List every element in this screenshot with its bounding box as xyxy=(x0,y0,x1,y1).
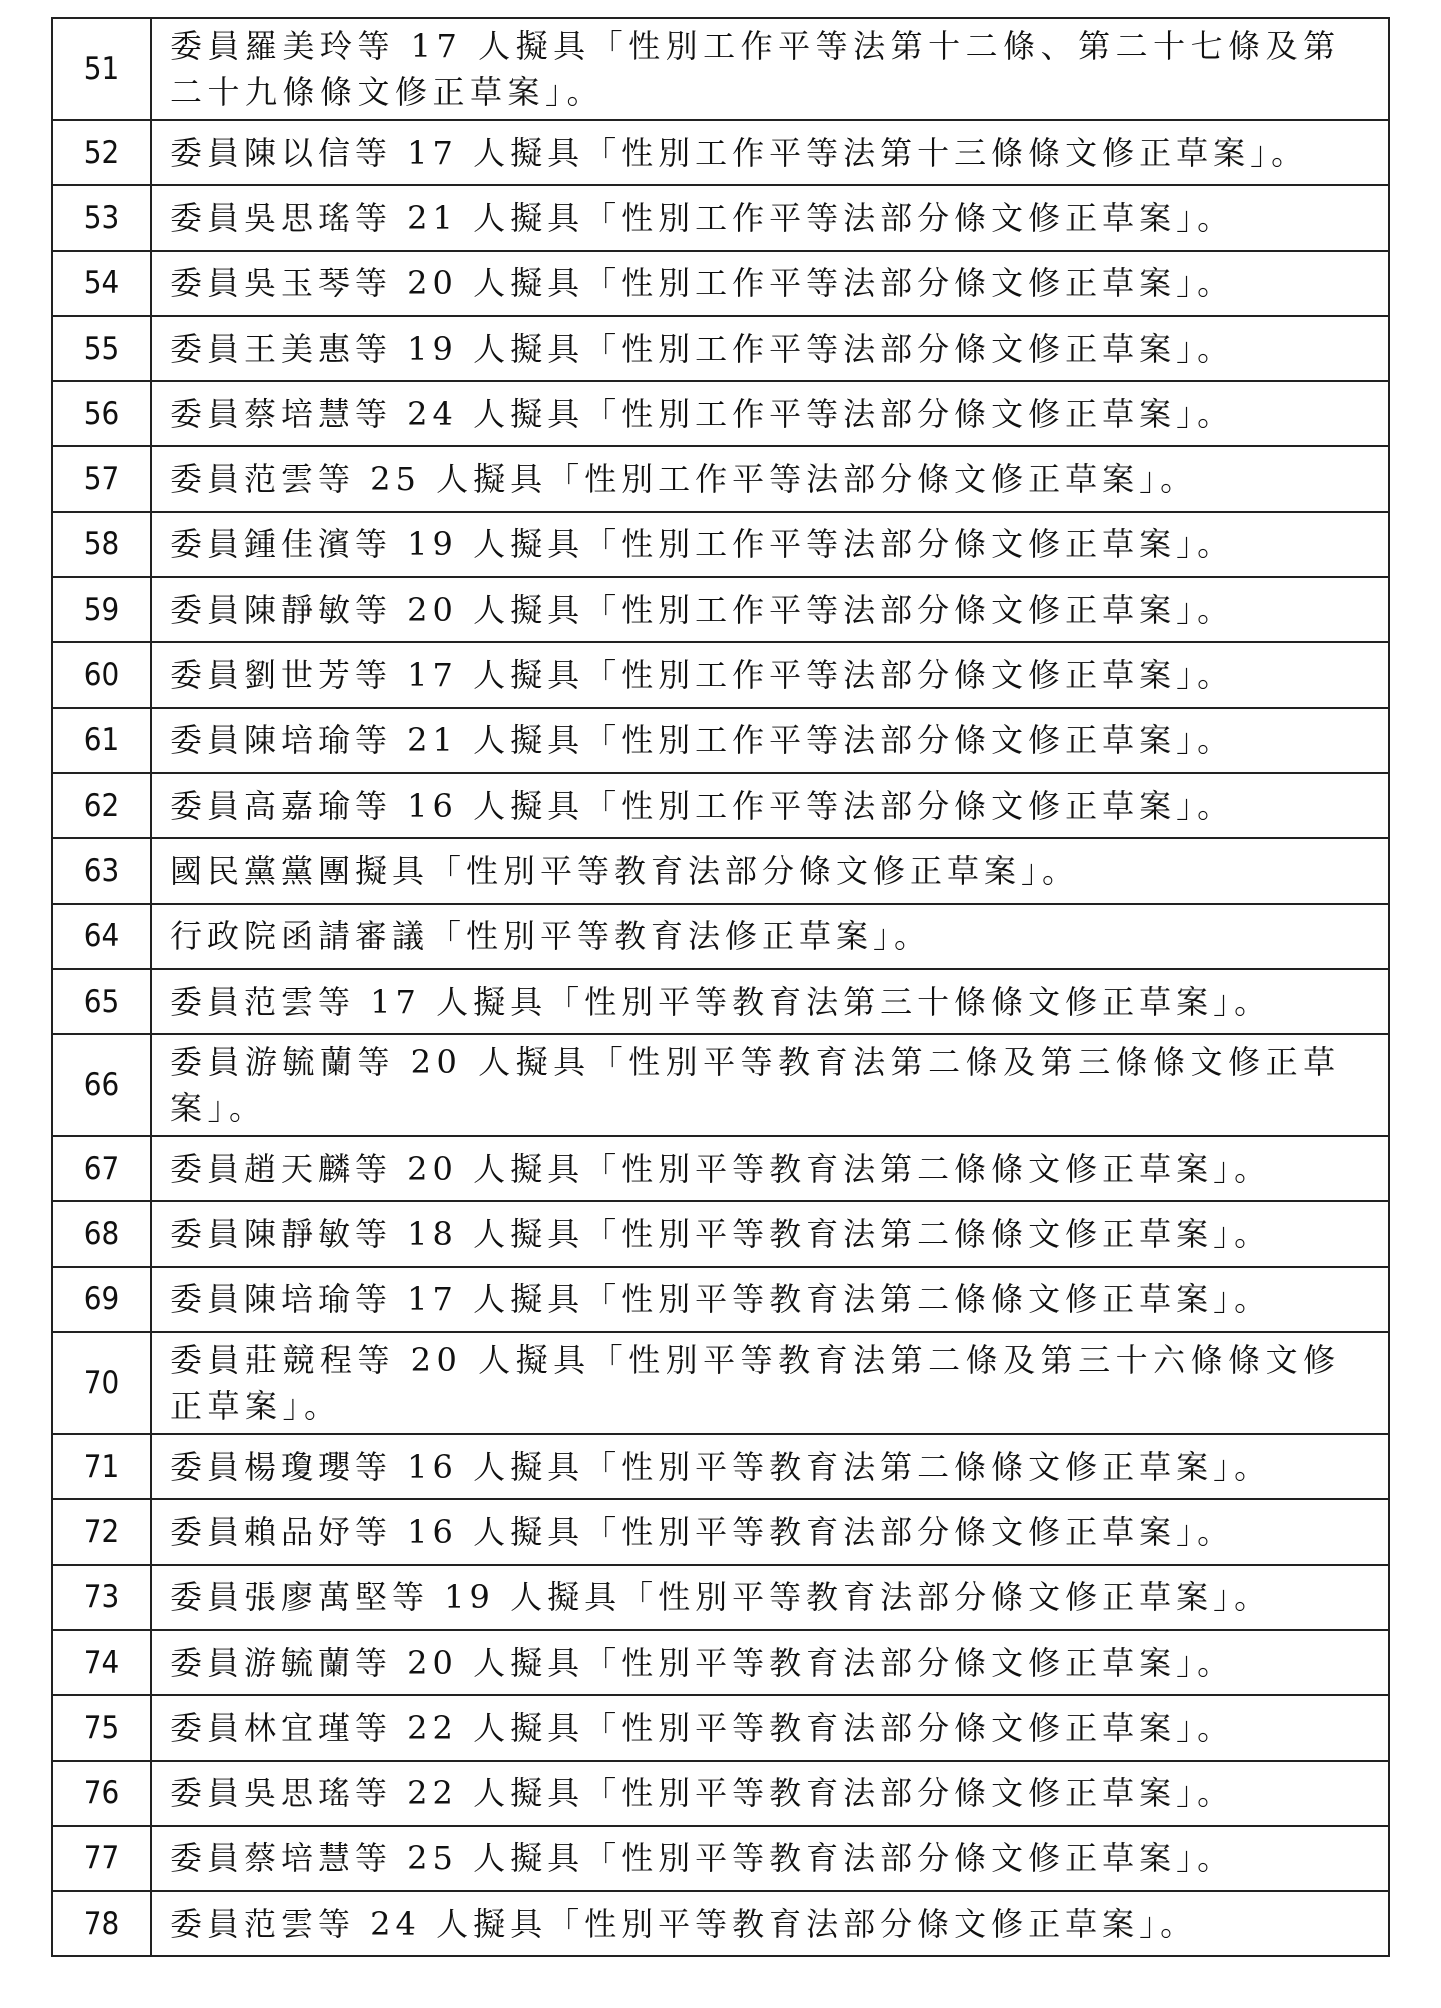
row-number: 59 xyxy=(52,577,151,642)
row-description: 委員趙天麟等 20 人擬具「性別平等教育法第二條條文修正草案」。 xyxy=(151,1136,1389,1201)
row-description: 委員蔡培慧等 25 人擬具「性別平等教育法部分條文修正草案」。 xyxy=(151,1826,1389,1891)
table-row xyxy=(52,773,1389,838)
row-number: 74 xyxy=(52,1630,151,1695)
row-number: 54 xyxy=(52,251,151,316)
row-number: 69 xyxy=(52,1267,151,1332)
table-row xyxy=(52,512,1389,577)
table-row xyxy=(52,969,1389,1034)
row-number: 55 xyxy=(52,316,151,381)
table-row xyxy=(52,838,1389,903)
table-row xyxy=(52,381,1389,446)
row-number: 60 xyxy=(52,642,151,707)
table-row xyxy=(52,316,1389,381)
row-description: 委員羅美玲等 17 人擬具「性別工作平等法第十二條、第二十七條及第二十九條條文修正草案」。 xyxy=(151,18,1389,120)
row-number: 68 xyxy=(52,1201,151,1266)
row-description: 委員陳靜敏等 20 人擬具「性別工作平等法部分條文修正草案」。 xyxy=(151,577,1389,642)
row-number: 77 xyxy=(52,1826,151,1891)
row-number: 66 xyxy=(52,1034,151,1136)
table-row xyxy=(52,1136,1389,1201)
row-description: 委員吳思瑤等 21 人擬具「性別工作平等法部分條文修正草案」。 xyxy=(151,185,1389,250)
row-number: 67 xyxy=(52,1136,151,1201)
row-description: 委員陳靜敏等 18 人擬具「性別平等教育法第二條條文修正草案」。 xyxy=(151,1201,1389,1266)
table-row xyxy=(52,1695,1389,1760)
row-number: 52 xyxy=(52,120,151,185)
row-number: 75 xyxy=(52,1695,151,1760)
row-number: 71 xyxy=(52,1434,151,1499)
table-row xyxy=(52,18,1389,120)
row-description: 委員莊競程等 20 人擬具「性別平等教育法第二條及第三十六條條文修正草案」。 xyxy=(151,1332,1389,1434)
row-description: 委員高嘉瑜等 16 人擬具「性別工作平等法部分條文修正草案」。 xyxy=(151,773,1389,838)
row-description: 國民黨黨團擬具「性別平等教育法部分條文修正草案」。 xyxy=(151,838,1389,903)
table-row xyxy=(52,1565,1389,1630)
row-description: 委員游毓蘭等 20 人擬具「性別平等教育法部分條文修正草案」。 xyxy=(151,1630,1389,1695)
row-description: 委員張廖萬堅等 19 人擬具「性別平等教育法部分條文修正草案」。 xyxy=(151,1565,1389,1630)
row-number: 65 xyxy=(52,969,151,1034)
row-number: 78 xyxy=(52,1891,151,1956)
row-description: 委員陳以信等 17 人擬具「性別工作平等法第十三條條文修正草案」。 xyxy=(151,120,1389,185)
table-row xyxy=(52,1761,1389,1826)
row-description: 委員王美惠等 19 人擬具「性別工作平等法部分條文修正草案」。 xyxy=(151,316,1389,381)
row-description: 委員吳玉琴等 20 人擬具「性別工作平等法部分條文修正草案」。 xyxy=(151,251,1389,316)
row-description: 委員范雲等 17 人擬具「性別平等教育法第三十條條文修正草案」。 xyxy=(151,969,1389,1034)
table-row xyxy=(52,1034,1389,1136)
table-row xyxy=(52,185,1389,250)
row-description: 行政院函請審議「性別平等教育法修正草案」。 xyxy=(151,904,1389,969)
row-number: 72 xyxy=(52,1499,151,1564)
table-row xyxy=(52,708,1389,773)
table-row xyxy=(52,1201,1389,1266)
row-number: 61 xyxy=(52,708,151,773)
row-description: 委員劉世芳等 17 人擬具「性別工作平等法部分條文修正草案」。 xyxy=(151,642,1389,707)
table-row xyxy=(52,1630,1389,1695)
row-number: 57 xyxy=(52,446,151,511)
table-row xyxy=(52,577,1389,642)
table-row xyxy=(52,904,1389,969)
row-number: 64 xyxy=(52,904,151,969)
row-number: 51 xyxy=(52,18,151,120)
row-number: 58 xyxy=(52,512,151,577)
row-description: 委員蔡培慧等 24 人擬具「性別工作平等法部分條文修正草案」。 xyxy=(151,381,1389,446)
row-description: 委員范雲等 24 人擬具「性別平等教育法部分條文修正草案」。 xyxy=(151,1891,1389,1956)
row-number: 76 xyxy=(52,1761,151,1826)
row-number: 70 xyxy=(52,1332,151,1434)
table-row xyxy=(52,446,1389,511)
row-description: 委員陳培瑜等 21 人擬具「性別工作平等法部分條文修正草案」。 xyxy=(151,708,1389,773)
row-description: 委員游毓蘭等 20 人擬具「性別平等教育法第二條及第三條條文修正草案」。 xyxy=(151,1034,1389,1136)
row-description: 委員范雲等 25 人擬具「性別工作平等法部分條文修正草案」。 xyxy=(151,446,1389,511)
row-description: 委員賴品妤等 16 人擬具「性別平等教育法部分條文修正草案」。 xyxy=(151,1499,1389,1564)
table-row xyxy=(52,1891,1389,1956)
table-row xyxy=(52,642,1389,707)
table-row xyxy=(52,1499,1389,1564)
row-description: 委員林宜瑾等 22 人擬具「性別平等教育法部分條文修正草案」。 xyxy=(151,1695,1389,1760)
row-number: 63 xyxy=(52,838,151,903)
row-description: 委員鍾佳濱等 19 人擬具「性別工作平等法部分條文修正草案」。 xyxy=(151,512,1389,577)
row-number: 62 xyxy=(52,773,151,838)
table-row xyxy=(52,251,1389,316)
row-description: 委員陳培瑜等 17 人擬具「性別平等教育法第二條條文修正草案」。 xyxy=(151,1267,1389,1332)
row-number: 53 xyxy=(52,185,151,250)
table-row xyxy=(52,1332,1389,1434)
agenda-table xyxy=(51,17,1390,1957)
row-number: 56 xyxy=(52,381,151,446)
table-row xyxy=(52,120,1389,185)
row-description: 委員楊瓊瓔等 16 人擬具「性別平等教育法第二條條文修正草案」。 xyxy=(151,1434,1389,1499)
row-description: 委員吳思瑤等 22 人擬具「性別平等教育法部分條文修正草案」。 xyxy=(151,1761,1389,1826)
table-row xyxy=(52,1826,1389,1891)
table-row xyxy=(52,1434,1389,1499)
row-number: 73 xyxy=(52,1565,151,1630)
table-row xyxy=(52,1267,1389,1332)
